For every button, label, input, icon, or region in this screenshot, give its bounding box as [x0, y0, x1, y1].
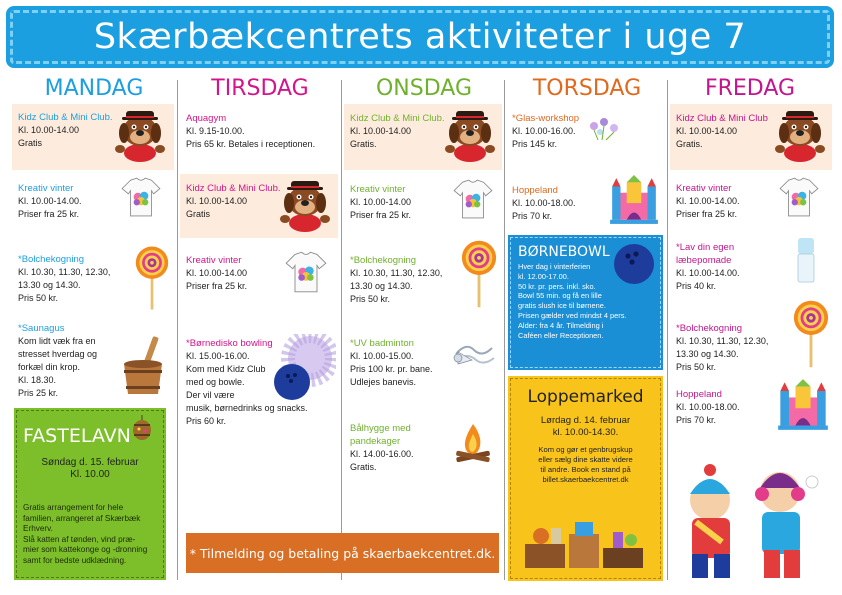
activity-price: Gratis.	[350, 462, 377, 472]
activity-kreativ-vinter	[186, 254, 247, 293]
activity-time: 13.30 og 14.30.	[676, 349, 739, 359]
fastelavn-text: Erhverv.	[23, 524, 53, 533]
activity-price: Pris 25 kr.	[18, 388, 59, 398]
activity-description: forkæl din krop.	[18, 362, 81, 372]
activity-price: Priser fra 25 kr.	[350, 210, 412, 220]
bornebowl-text: Hver dag i vinterferien	[518, 262, 591, 271]
column-divider	[667, 80, 668, 580]
activity-title: *UV badminton	[350, 338, 414, 349]
activity-glas-workshop	[512, 112, 579, 151]
bornebowl-text: Caféen eller Receptionen.	[518, 330, 604, 340]
fastelavn-text: mier som kattekonge og -dronning	[23, 545, 148, 554]
activity-time: Kl. 10.00-14.00.	[18, 196, 82, 206]
fastelavn-text: Slå katten af tønden, vind præ-	[23, 534, 136, 544]
activity-price: Pris 70 kr.	[676, 415, 717, 425]
activity-time: 13.30 og 14.30.	[350, 281, 413, 291]
activity-time: Kl. 18.30.	[18, 375, 57, 385]
activity-title: Kreativ vinter	[350, 184, 406, 195]
activity-title: *Bolchekogning	[350, 255, 417, 266]
activity-price: Pris 50 kr.	[18, 293, 59, 303]
activity-kidz-club	[350, 112, 445, 151]
activity-hoppeland	[512, 184, 576, 223]
loppemarked-title: Loppemarked	[527, 387, 644, 407]
bouncy-castle-icon	[608, 174, 660, 226]
activity-time: Kl. 10.30, 11.30, 12.30,	[350, 268, 443, 278]
fastelavn-text: Gratis arrangement for hele	[23, 503, 124, 512]
lollipop-icon	[460, 240, 498, 308]
activity-kreativ-vinter	[18, 182, 82, 221]
bowling-ball-icon	[612, 242, 656, 286]
activity-price: Pris 65 kr. Betales i receptionen.	[186, 139, 316, 149]
activity-price: Priser fra 25 kr.	[18, 209, 80, 219]
tshirt-icon	[120, 176, 162, 218]
activity-kidz-club	[18, 111, 113, 150]
day-heading-fredag: FREDAG	[704, 76, 796, 101]
fastelavn-box	[14, 408, 166, 580]
bornebowl-text: gratis slush ice til børnene.	[518, 301, 606, 311]
loppemarked-time: kl. 10.00-14.30.	[552, 427, 619, 438]
activity-title: *Saunagus	[18, 323, 65, 334]
day-heading-onsdag: ONSDAG	[375, 76, 472, 101]
flea-market-illustration	[521, 514, 649, 572]
activity-time: Kl. 14.00-16.00.	[350, 449, 414, 459]
activity-title: Kreativ vinter	[186, 255, 242, 266]
activity-title: Kreativ vinter	[676, 183, 732, 194]
activity-time: Kl. 10.00-16.00.	[512, 126, 576, 136]
activity-price: Pris 70 kr.	[512, 211, 553, 221]
barrel-icon	[131, 415, 153, 441]
activity-bolchekogning	[676, 322, 768, 374]
activity-time: Kl. 10.00-18.00.	[676, 402, 740, 412]
tshirt-icon	[284, 250, 328, 294]
bornebowl-text: Prisen gælder ved mindst 4 pers.	[518, 310, 627, 320]
day-heading-tirsdag: TIRSDAG	[211, 76, 309, 101]
lip-balm-icon	[794, 236, 818, 284]
activity-time: Kl. 10.00-15.00.	[350, 351, 414, 361]
activity-kreativ-vinter	[676, 182, 740, 221]
fastelavn-title: FASTELAVN	[23, 425, 131, 447]
activity-time: Kl. 10.00-14.00.	[676, 268, 740, 278]
activity-time: Kl. 10.00-14.00	[18, 125, 80, 135]
page-title: Skærbækcentrets aktiviteter i uge 7	[93, 17, 747, 57]
activity-title: *Glas-workshop	[512, 113, 580, 124]
signup-banner[interactable]: * Tilmelding og betaling på skaerbaekcentret.dk.	[186, 533, 499, 573]
fastelavn-text: samt for bedste udklædning.	[23, 555, 127, 565]
fastelavn-date: Søndag d. 15. februar	[41, 457, 139, 468]
activity-price: Gratis	[18, 138, 43, 148]
activity-title: Hoppeland	[676, 389, 722, 400]
loppemarked-date: Lørdag d. 14. februar	[540, 415, 631, 426]
activity-title: pandekager	[350, 436, 401, 447]
activity-description: Udlejes banevis.	[350, 377, 417, 387]
activity-aquagym	[186, 112, 315, 151]
sauna-bucket-icon	[118, 334, 168, 398]
column-divider	[177, 80, 178, 580]
activity-price: Pris 40 kr.	[676, 281, 717, 291]
bornebowl-title: BØRNEBOWL	[518, 244, 610, 260]
activity-title: Kreativ vinter	[18, 183, 74, 194]
activity-description: Kom lidt væk fra en	[18, 336, 96, 346]
activity-description: musik, børnedrinks og snacks.	[186, 403, 308, 413]
loppemarked-text: Kom og gør et genbrugskup	[538, 445, 633, 454]
activity-title: *Børnedisko bowling	[186, 338, 273, 349]
activity-time: Kl. 10.00-14.00	[350, 197, 412, 207]
page-header	[10, 10, 830, 64]
activity-time: Kl. 15.00-16.00.	[186, 351, 250, 361]
activity-price: Gratis.	[350, 139, 377, 149]
activity-price: Pris 145 kr.	[512, 139, 558, 149]
dog-mascot-icon	[770, 102, 830, 164]
day-heading-mandag: MANDAG	[44, 76, 144, 101]
activity-baalhygge	[350, 422, 414, 474]
activity-bolchekogning	[18, 253, 110, 305]
activity-saunagus	[18, 322, 97, 400]
loppemarked-text: til andre. Book en stand på	[540, 465, 631, 474]
activity-time: Kl. 10.00-14.00.	[676, 196, 740, 206]
activity-time: Kl. 10.30, 11.30, 12.30,	[18, 267, 111, 277]
activity-hoppeland	[676, 388, 740, 427]
activity-price: Gratis.	[676, 139, 703, 149]
column-divider	[341, 80, 342, 580]
day-heading-torsdag: TORSDAG	[532, 76, 642, 101]
activity-time: Kl. 10.00-14.00	[350, 126, 412, 136]
activity-kidz-club	[676, 112, 768, 151]
bornebowl-text: kl. 12.00-17.00.	[518, 271, 569, 281]
activity-description: med og bowle.	[186, 377, 245, 387]
bouncy-castle-icon	[776, 378, 830, 432]
bornebowl-text: Alder: fra 4 år. Tilmelding i	[518, 320, 604, 330]
bornebowl-text: Bowl 55 min. og få en lille	[518, 291, 602, 301]
activity-title: Hoppeland	[512, 185, 558, 196]
activity-title: Aquagym	[186, 113, 227, 124]
dog-mascot-icon	[440, 102, 500, 164]
activity-price: Priser fra 25 kr.	[186, 281, 248, 291]
activity-time: Kl. 10.00-14.00	[186, 268, 248, 278]
activity-title: Kidz Club & Mini Club.	[186, 183, 281, 194]
activity-title: *Lav din egen	[676, 242, 735, 253]
activity-price: Pris 50 kr.	[350, 294, 391, 304]
activity-price: Gratis	[186, 209, 211, 219]
activity-price: Pris 50 kr.	[676, 362, 717, 372]
activity-title: *Bolchekogning	[676, 323, 743, 334]
disco-bowling-icon	[270, 334, 336, 402]
activity-description: Der vil være	[186, 390, 235, 400]
winter-kids-illustration	[680, 442, 830, 582]
activity-time: Kl. 10.00-18.00.	[512, 198, 576, 208]
flowers-icon	[584, 116, 626, 142]
bornebowl-text: 50 kr. pr. pers. inkl. sko.	[518, 281, 596, 291]
dog-mascot-icon	[275, 172, 335, 234]
activity-title: *Bolchekogning	[18, 254, 85, 265]
activity-time: Kl. 10.00-14.00	[676, 126, 738, 136]
activity-title: Kidz Club & Mini Club.	[18, 112, 113, 123]
activity-price: Pris 60 kr.	[186, 416, 227, 426]
dog-mascot-icon	[110, 102, 170, 164]
activity-title: Kidz Club & Mini Club	[676, 113, 768, 124]
activity-title: Kidz Club & Mini Club.	[350, 113, 445, 124]
loppemarked-box	[508, 376, 663, 581]
activity-price: Priser fra 25 kr.	[676, 209, 738, 219]
loppemarked-link[interactable]: billet.skaerbaekcentret.dk	[542, 475, 629, 484]
activity-title: Bålhygge med	[350, 423, 411, 434]
activity-kreativ-vinter	[350, 183, 411, 222]
activity-laebepomade	[676, 241, 740, 293]
activity-price: Pris 100 kr. pr. bane.	[350, 364, 433, 374]
fastelavn-text: familien, arrangeret af Skærbæk	[23, 513, 141, 523]
campfire-icon	[452, 420, 494, 464]
loppemarked-text: eller sælg dine skatte videre	[538, 455, 633, 464]
lollipop-icon	[134, 246, 170, 310]
bornebowl-box	[508, 235, 663, 370]
tshirt-icon	[452, 178, 494, 220]
lollipop-icon	[792, 300, 830, 368]
activity-uv-badminton	[350, 337, 433, 389]
fastelavn-time: Kl. 10.00	[70, 469, 110, 480]
activity-time: Kl. 9.15-10.00.	[186, 126, 245, 136]
activity-time: Kl. 10.30, 11.30, 12.30,	[676, 336, 769, 346]
activity-time: 13.30 og 14.30.	[18, 280, 81, 290]
activity-time: Kl. 10.00-14.00	[186, 196, 248, 206]
column-divider	[504, 80, 505, 580]
activity-kidz-club	[186, 182, 281, 221]
shuttlecock-icon	[452, 338, 498, 372]
activity-bolchekogning	[350, 254, 442, 306]
activity-description: stresset hverdag og	[18, 349, 98, 359]
tshirt-icon	[778, 176, 820, 218]
activity-description: Kom med Kidz Club	[186, 364, 266, 374]
activity-title: læbepomade	[676, 255, 732, 266]
